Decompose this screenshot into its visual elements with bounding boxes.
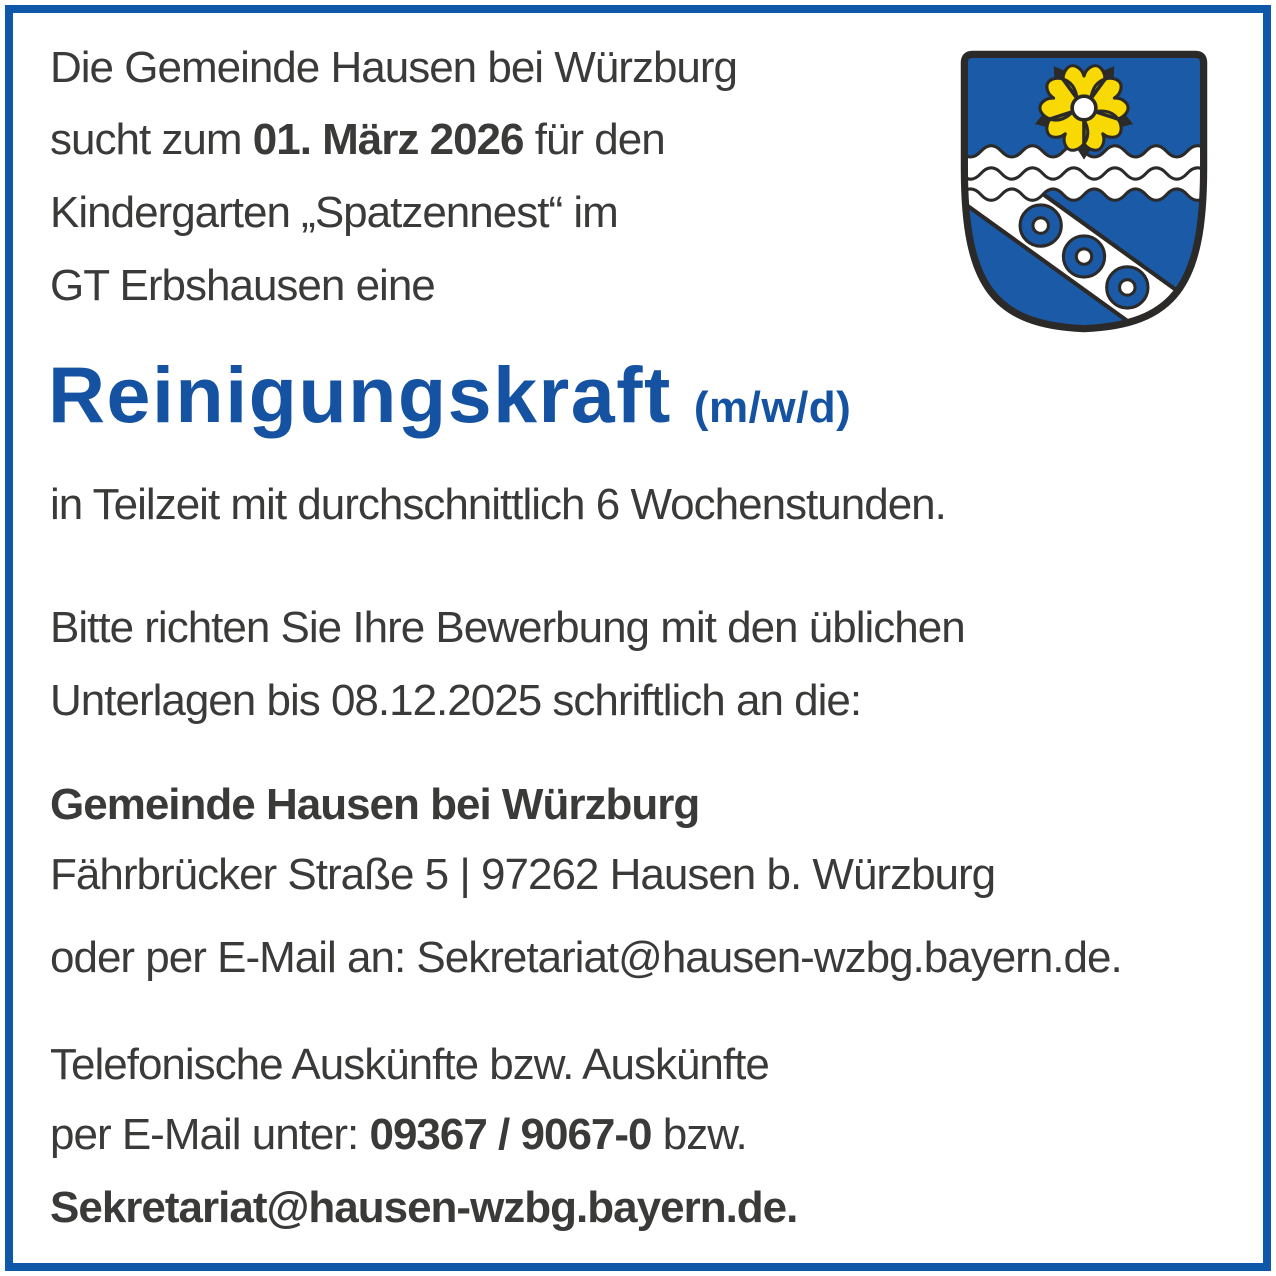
- worktime-line: in Teilzeit mit durchschnittlich 6 Wochenstunden.: [50, 480, 946, 529]
- application-line-1: Bitte richten Sie Ihre Bewerbung mit den üblichen: [50, 603, 965, 652]
- contact-line-2: [50, 1109, 747, 1162]
- application-line-2: Unterlagen bis 08.12.2025 schriftlich an die:: [50, 676, 862, 725]
- address-name: Gemeinde Hausen bei Würzburg: [50, 780, 700, 829]
- annulet-3: [1107, 267, 1148, 308]
- job-title: [48, 349, 851, 441]
- intro-line-2-pre: sucht zum: [50, 115, 253, 164]
- intro-line-1: Die Gemeinde Hausen bei Würzburg: [50, 43, 738, 92]
- coat-of-arms-svg: [952, 44, 1216, 337]
- contact-line-2-pre: per E-Mail unter:: [50, 1110, 370, 1159]
- coat-of-arms: [952, 44, 1216, 337]
- intro-line-3: Kindergarten „Spatzennest“ im: [50, 188, 618, 237]
- annulet-2: [1063, 236, 1104, 277]
- address-street: Fährbrücker Straße 5 | 97262 Hausen b. Würzburg: [50, 850, 996, 899]
- intro-line-2-post: für den: [523, 115, 665, 164]
- contact-email: Sekretariat@hausen-wzbg.bayern.de.: [50, 1183, 798, 1232]
- gender-suffix: (m/w/d): [693, 383, 852, 432]
- phone-number: 09367 / 9067-0: [369, 1110, 652, 1159]
- rose-center: [1072, 96, 1096, 120]
- intro-line-2: [50, 114, 665, 167]
- contact-line-2-post: bzw.: [651, 1110, 747, 1159]
- address-email-line: oder per E-Mail an: Sekretariat@hausen-wzbg.bayern.de.: [50, 933, 1122, 982]
- contact-line-1: Telefonische Auskünfte bzw. Auskünfte: [50, 1040, 769, 1089]
- job-title-text: Reinigungskraft: [48, 350, 672, 439]
- annulet-1: [1020, 205, 1061, 246]
- start-date: 01. März 2026: [252, 115, 524, 164]
- intro-line-4: GT Erbshausen eine: [50, 261, 435, 310]
